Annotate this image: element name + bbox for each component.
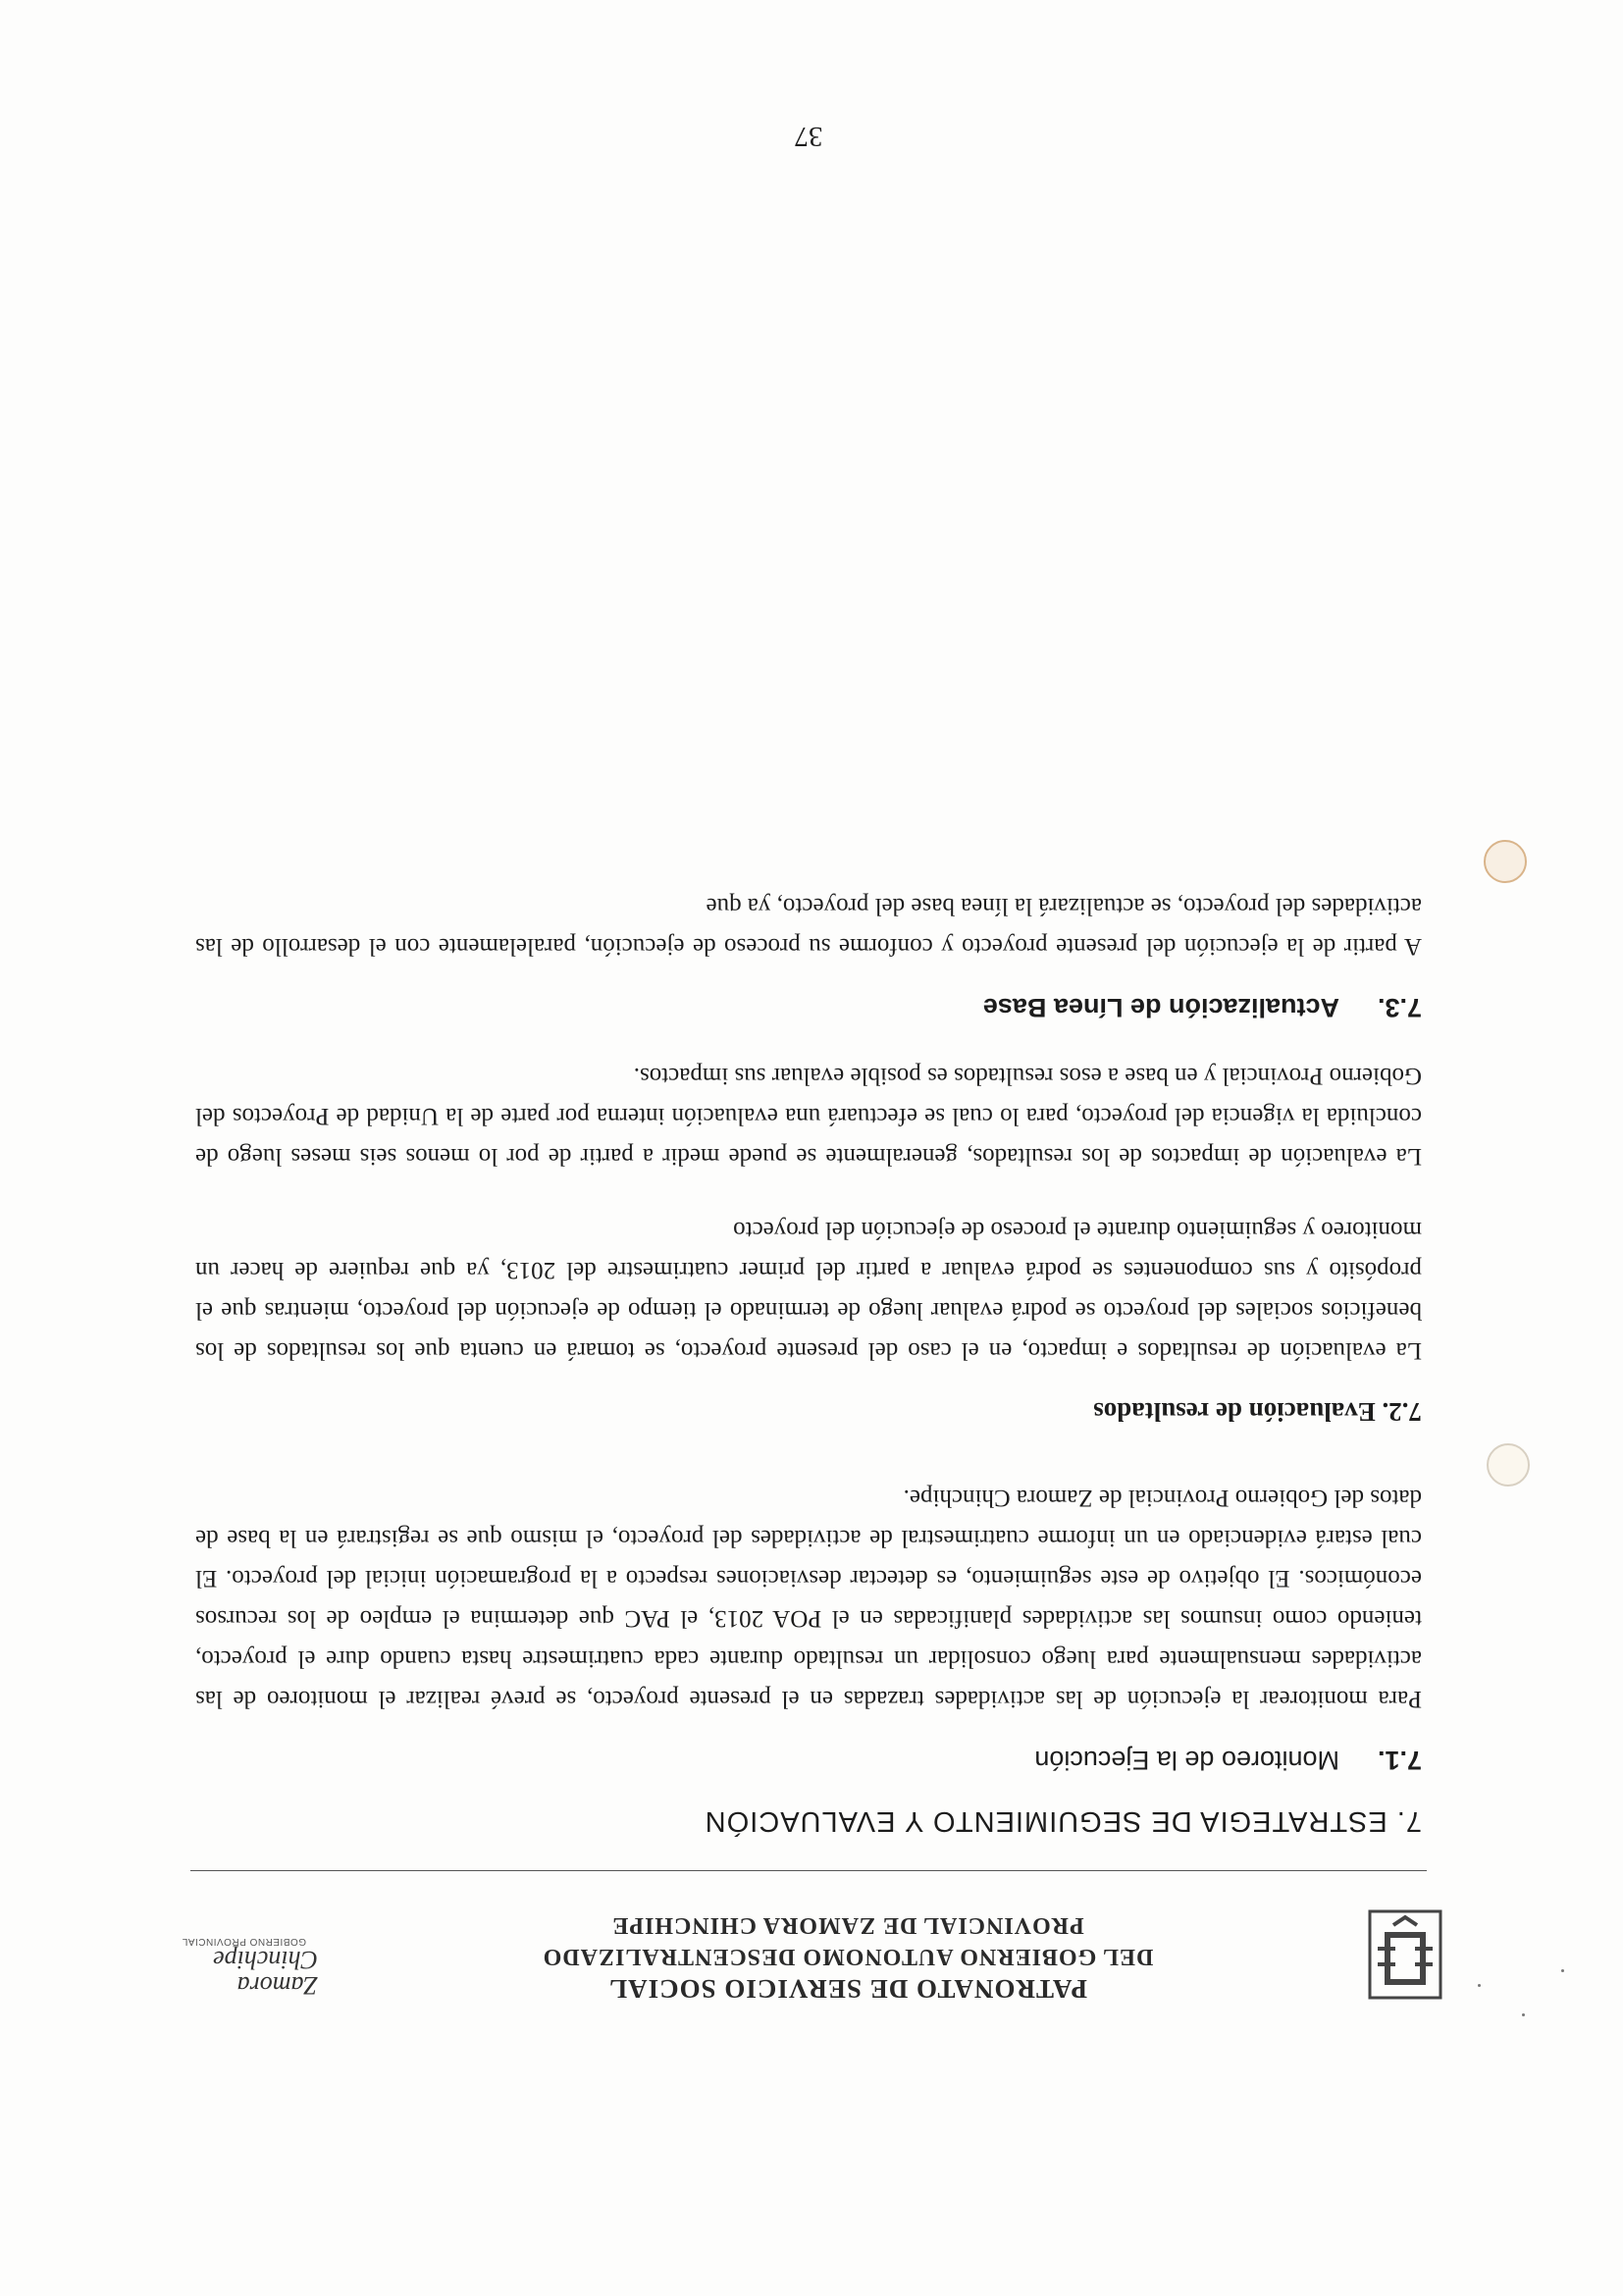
header-divider xyxy=(190,1870,1427,1871)
zamora-chinchipe-logo xyxy=(171,1909,328,1998)
paragraph-linea-base: A partir de la ejecución del presente proyecto y conforme su proceso de ejecución, paralelamente con el desarrollo de las actividades del proyecto, se actualizará la línea base del proyecto, ya que xyxy=(195,893,1422,960)
subsection-7-2-heading: 7.2. Evaluación de resultados xyxy=(1093,1397,1422,1427)
punch-hole xyxy=(1487,1443,1530,1487)
subsection-number: 7.3. xyxy=(1377,993,1422,1022)
letterhead-line-3: PROVINCIAL DE ZAMORA CHINCHIPE xyxy=(611,1912,1084,1938)
logo-text: Zamora Chinchipe xyxy=(213,1946,318,2000)
letterhead-line-1: PATRONATO DE SERVICIO SOCIAL xyxy=(608,1974,1087,2004)
subsection-7-1-heading xyxy=(195,1745,1422,1775)
letterhead-text xyxy=(357,1909,1338,2006)
subsection-number: 7.1. xyxy=(1377,1746,1422,1775)
scan-speck xyxy=(1522,2013,1525,2016)
letterhead xyxy=(151,1884,1446,2011)
subsection-title: Monitoreo de la Ejecución xyxy=(1034,1746,1339,1775)
scan-speck xyxy=(1478,1984,1481,1987)
logo-subtext: GOBIERNO PROVINCIAL xyxy=(182,1936,306,1947)
subsection-7-3-heading xyxy=(195,992,1422,1022)
paragraph-monitoreo: Para monitorear la ejecución de las actividades trazadas en el presente proyecto, se prevé realizar el monitoreo de las actividades mensualmente para luego consolidar un resultado durante cada cuatrimestre hasta cuando dure el proyecto, teniendo como insumos las actividades planificadas en el POA 2013, el PAC que determina el empleo de los recursos económicos. El objetivo de este seguimiento, es detectar desviaciones respecto a la programación inicial del proyecto. El cual estará evidenciado en un informe cuatrimestral de actividades del proyecto, el mismo que se registrará en la base de datos del Gobierno Provincial de Zamora Chinchipe. xyxy=(195,1485,1422,1712)
paragraph-evaluacion-2: La evaluación de impactos de los resultados, generalmente se puede medir a partir de por lo menos seis meses luego de concluida la vigencia del proyecto, para lo cual se efectuará una evaluación interna por parte de la Unidad de Proyectos del Gobierno Provincial y en base a esos resultados es posible evaluar sus impactos. xyxy=(195,1063,1422,1170)
punch-hole xyxy=(1484,840,1527,883)
section-title: 7. ESTRATEGIA DE SEGUIMIENTO Y EVALUACIÓN xyxy=(704,1805,1422,1837)
subsection-title: Actualización de Línea Base xyxy=(982,993,1339,1022)
scan-speck xyxy=(1561,1969,1564,1972)
crest-logo-icon xyxy=(1364,1905,1446,2004)
page-number: 37 xyxy=(794,121,823,152)
letterhead-line-2: DEL GOBIERNO AUTONOMO DESCENTRALIZADO xyxy=(542,1944,1154,1969)
document-body xyxy=(195,853,1422,1837)
paragraph-evaluacion-1: La evaluación de resultados e impacto, en el caso del presente proyecto, se tomará en cuenta que los resultados de los beneficios sociales del proyecto se podrá evaluar luego de terminado el tiempo de ejecución del proyecto, mientras que el propósito y sus componentes se podrá evaluar a partir del primer cuatrimestre del 2013, ya que requiere de hacer un monitoreo y seguimiento durante el proceso de ejecución del proyecto xyxy=(195,1217,1422,1364)
